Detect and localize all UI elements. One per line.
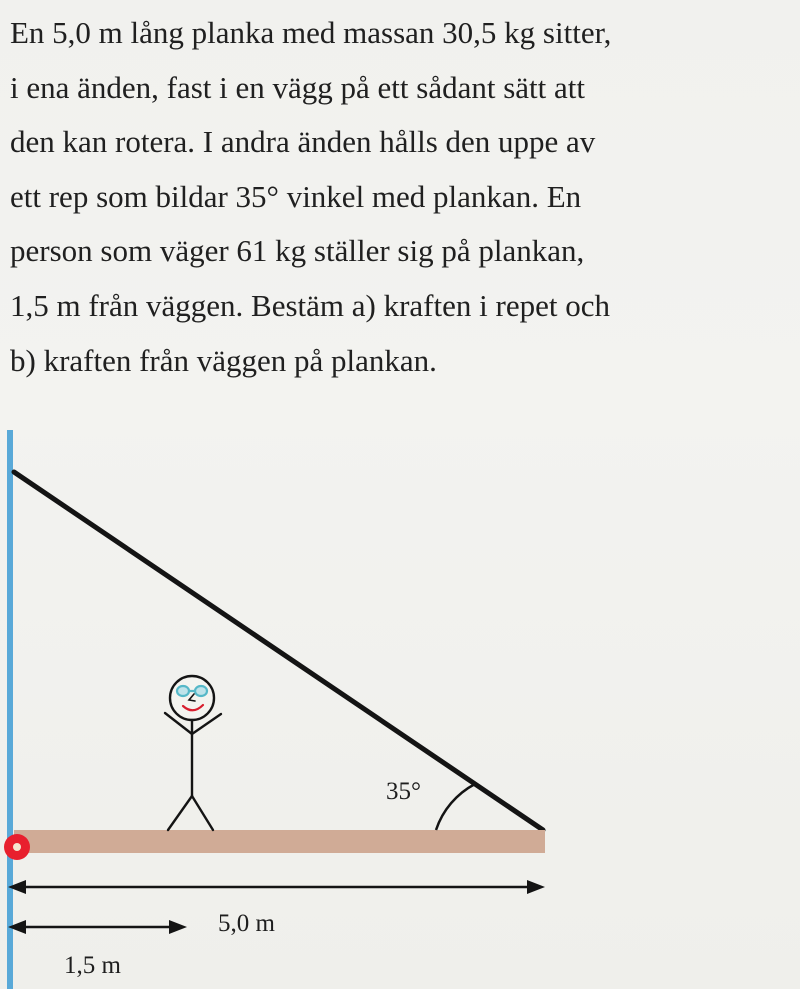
plank-length-arrow [8,880,545,894]
problem-statement [10,6,790,388]
problem-line: 1,5 m från väggen. Bestäm a) kraften i repet och [10,287,610,323]
problem-line: i ena änden, fast i en vägg på ett sådant sätt att [10,69,586,105]
plank-diagram [0,430,800,989]
person-distance-arrow [8,920,187,934]
hinge-icon [4,834,30,860]
plank-length-label: 5,0 m [218,910,275,937]
person-distance-label: 1,5 m [64,952,121,979]
plank-figure [0,430,800,989]
problem-line: ett rep som bildar 35° vinkel med plankan. En [10,178,582,214]
wall [7,430,13,989]
angle-arc [436,784,475,830]
problem-line: den kan rotera. I andra änden hålls den uppe av [10,124,596,160]
rope [14,472,543,830]
plank [14,830,545,853]
angle-label: 35° [386,778,421,805]
problem-line: b) kraften från väggen på plankan. [10,342,437,378]
problem-line: person som väger 61 kg ställer sig på plankan, [10,233,585,269]
problem-line: En 5,0 m lång planka med massan 30,5 kg sitter, [10,15,612,50]
person-icon [165,676,221,830]
